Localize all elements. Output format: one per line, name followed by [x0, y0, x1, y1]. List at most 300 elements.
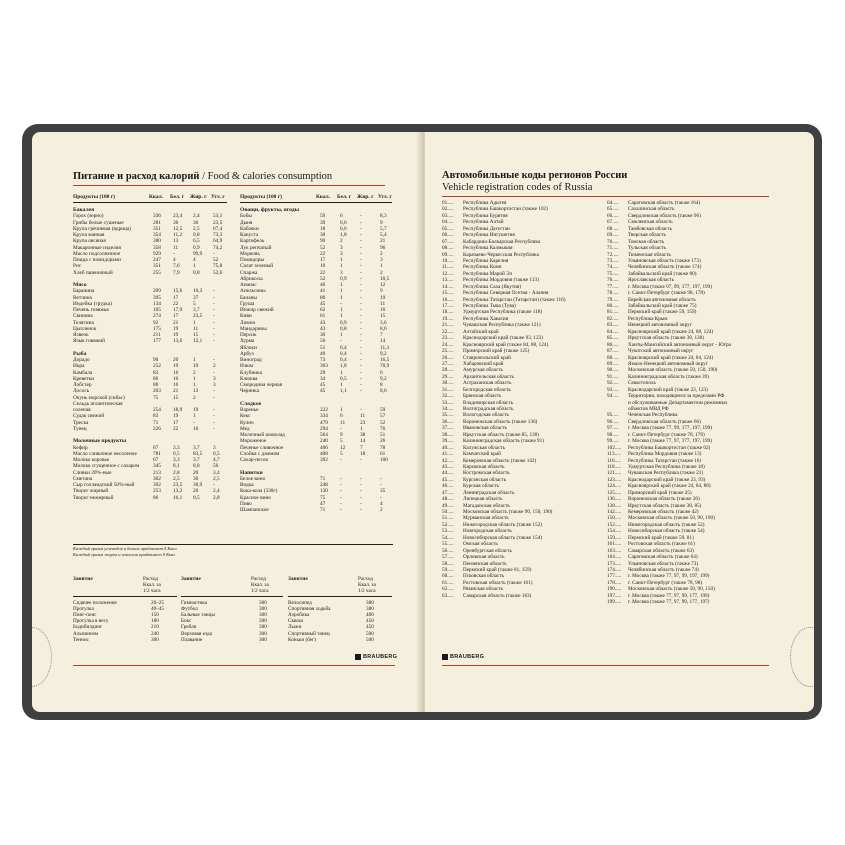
region-name: Приморский край (также 25) [628, 489, 692, 496]
activity-header-name: Занятие [288, 576, 308, 582]
region-code: 81..... [607, 309, 619, 316]
region-name: Волгоградская область [463, 406, 514, 412]
food-fat: - [360, 319, 362, 326]
food-carbs: 1 [380, 263, 383, 270]
food-fat: - [360, 369, 362, 376]
food-name: Лимон [240, 319, 256, 326]
region-name: Саратовская область (также 164) [628, 200, 701, 206]
food-kcal: 51 [320, 344, 326, 351]
food-carbs: 4 [380, 500, 383, 507]
region-name: Территории, находящиеся за пределами РФ [628, 393, 725, 400]
region-code: 90..... [607, 367, 619, 374]
food-carbs: 96 [380, 244, 386, 251]
food-fat: 20 [193, 488, 199, 495]
food-protein: 0,9 [340, 319, 347, 326]
activity-name: Гимнастика [181, 599, 208, 606]
region-code: 123..... [607, 476, 622, 483]
region-code: 48..... [442, 496, 454, 503]
region-code: 62..... [442, 586, 454, 593]
region-name: Республика Татарстан (также 16) [628, 457, 702, 464]
activity-name: Футбол [181, 605, 198, 612]
region-code: 22..... [442, 328, 454, 335]
food-kcal: 175 [153, 325, 161, 332]
region-code: 01..... [442, 200, 454, 206]
food-protein: - [340, 500, 342, 507]
brauberg-logo [442, 654, 484, 660]
food-fat: 12,1 [193, 338, 203, 345]
region-code: 164..... [607, 554, 622, 561]
food-kcal: 177 [153, 338, 161, 345]
region-name: Пензенская область [463, 560, 507, 567]
region-name: Новосибирская область (также 154) [463, 534, 543, 541]
food-carbs: 15 [380, 313, 386, 320]
region-name: Московская область (также 50, 90, 190) [628, 515, 715, 522]
region-code: 67..... [607, 219, 619, 226]
food-fat: - [360, 507, 362, 513]
region-code: 16..... [442, 296, 454, 303]
activity-name: Верховая езда [181, 630, 212, 637]
region-code: 118..... [607, 463, 622, 470]
food-fat: - [360, 363, 362, 370]
food-protein: 13,6 [173, 338, 183, 345]
food-protein: 1 [340, 382, 343, 388]
region-name: Московская область (также 50, 90, 150) [628, 586, 715, 593]
region-code: 70..... [607, 238, 619, 245]
food-carbs: - [213, 338, 215, 345]
food-name: Макаронные изделия [73, 244, 121, 251]
food-protein: 7,6 [173, 263, 180, 270]
food-carbs: 64,9 [213, 238, 223, 245]
region-name: Республика Северная Осетия - Алания [463, 290, 549, 297]
food-fat: - [193, 419, 195, 426]
food-fat: 3,7 [193, 307, 200, 313]
food-protein: 36 [173, 219, 179, 226]
region-code: 161..... [607, 541, 622, 548]
food-kcal: 18 [320, 225, 326, 232]
region-name: Челябинская область (также 174) [628, 264, 702, 271]
region-code: 17..... [442, 303, 454, 309]
food-protein: 19 [173, 363, 179, 370]
region-name: Магаданская область [463, 502, 510, 509]
food-fat: 15 [193, 332, 199, 338]
food-name: Арбуз [240, 350, 254, 357]
header-product: Продукты (100 г) [73, 194, 115, 200]
food-carbs: 3,4 [213, 469, 220, 476]
activity-name: Спортивный танец [288, 630, 330, 637]
region-code: 121..... [607, 470, 622, 477]
calories-title [73, 171, 332, 182]
food-carbs: - [213, 419, 215, 426]
food-carbs: 75,8 [213, 263, 223, 270]
food-carbs: - [213, 300, 215, 307]
food-name: Тунец [73, 425, 87, 432]
food-fat: - [360, 407, 362, 413]
food-protein: 1 [340, 294, 343, 301]
food-kcal: 71 [320, 507, 326, 513]
food-kcal: 303 [320, 363, 328, 370]
region-code: 97..... [607, 425, 619, 432]
region-name: Оренбургская область [463, 547, 512, 554]
header-fat: Жир. г [190, 194, 207, 200]
region-code: 49..... [442, 502, 454, 509]
food-carbs: 2 [380, 507, 383, 513]
food-kcal: 17 [320, 257, 326, 263]
region-name: г. Москва (также 97, 99, 177, 197, 199) [628, 283, 712, 290]
region-name: Владимирская область [463, 399, 514, 406]
food-name: Икра [73, 363, 85, 370]
food-name: Лосось [73, 388, 90, 395]
food-name: Дыня [240, 219, 253, 226]
region-name: Новгородская область [463, 528, 512, 535]
region-code: 28..... [442, 367, 454, 374]
region-name: Омская область [463, 541, 498, 548]
food-kcal: 46 [320, 282, 326, 288]
food-carbs: 78 [380, 444, 386, 451]
food-carbs: - [213, 425, 215, 432]
food-name: Сыр голландский 50%-ный [73, 482, 135, 488]
calories-title-ru: Питание и расход калорий [73, 171, 200, 182]
activity-table-2 [181, 576, 283, 643]
food-carbs: - [380, 475, 382, 482]
food-protein: 17,9 [173, 307, 183, 313]
food-kcal: 406 [320, 444, 328, 451]
food-name: Камбала [73, 369, 93, 376]
food-name: Клюква [240, 375, 258, 382]
food-carbs: 11 [380, 300, 386, 307]
food-protein: 1 [340, 407, 343, 413]
region-name: Тверская область [628, 232, 666, 239]
food-name: Сметана [73, 475, 93, 482]
food-fat: - [360, 382, 362, 388]
region-code: 87..... [607, 348, 619, 355]
region-code: 142..... [607, 509, 622, 515]
region-row [442, 593, 602, 599]
food-carbs: 52,6 [213, 269, 223, 276]
food-protein: 15 [173, 394, 179, 401]
food-kcal: 52 [320, 275, 326, 282]
region-code: 42..... [442, 457, 454, 464]
food-kcal: 247 [153, 257, 161, 263]
food-name: Персик [240, 332, 257, 338]
region-name: г. Санкт-Петербург (также 98, 178) [628, 290, 705, 297]
food-fat: - [360, 325, 362, 332]
activity-name: Альпинизм [73, 630, 99, 637]
region-name: Ульяновская область (также 173) [628, 257, 701, 264]
food-name: Треска [73, 419, 89, 426]
region-code: 53..... [442, 528, 454, 535]
region-name: г. Санкт-Петербург (также 78, 98) [628, 579, 703, 586]
food-name: Крупа манная [73, 232, 105, 238]
food-carbs: - [213, 288, 215, 295]
region-code: 10..... [442, 257, 454, 264]
food-kcal: 479 [320, 419, 328, 426]
food-kcal: 105 [153, 307, 161, 313]
food-kcal: 248 [320, 482, 328, 488]
region-code: 163..... [607, 547, 622, 554]
food-name: Баранина [73, 288, 95, 295]
food-carbs: 2 [380, 269, 383, 276]
food-protein: 2,5 [173, 475, 180, 482]
activity-kcal: 300 [151, 636, 159, 643]
region-code: 85..... [607, 335, 619, 342]
food-kcal: 10 [320, 263, 326, 270]
activity-kcal: 300 [259, 611, 267, 618]
region-code: 72..... [607, 251, 619, 258]
food-carbs: 7 [380, 332, 383, 338]
region-name: Костромская область [463, 470, 510, 477]
region-name: Ярославская область [628, 277, 675, 284]
region-name: Липецкая область [463, 496, 503, 503]
food-table-header-1 [73, 194, 223, 200]
region-name: объектов МВД РФ [628, 406, 669, 412]
food-kcal: 351 [153, 225, 161, 232]
food-protein: - [340, 338, 342, 345]
food-protein: 22 [173, 425, 179, 432]
food-kcal: 90 [320, 238, 326, 245]
food-fat: 1 [193, 357, 196, 363]
region-code: 12..... [442, 270, 454, 277]
food-name: Кекс [240, 413, 251, 420]
food-name: Хлеб пшеничный [73, 269, 113, 276]
food-name: Ананас [240, 282, 257, 288]
region-code: 45..... [442, 476, 454, 483]
activity-header-rule [181, 596, 283, 597]
food-carbs: 5,7 [380, 225, 387, 232]
region-code: 44..... [442, 470, 454, 477]
region-code: 56..... [442, 547, 454, 554]
region-name: Республика Тыва (Тува) [463, 303, 516, 309]
activity-name: Лыжи [288, 624, 302, 631]
region-code: 102..... [607, 444, 622, 451]
food-fat: - [360, 213, 362, 220]
food-name: Слойка с джемом [240, 450, 280, 457]
food-carbs: 16 [380, 307, 386, 313]
food-carbs: 56 [213, 463, 219, 470]
food-carbs: 26 [380, 438, 386, 445]
region-name: Чукотский автономный округ [628, 348, 694, 355]
food-name: Пиво [240, 500, 252, 507]
food-protein: 1,8 [340, 363, 347, 370]
food-fat: - [360, 244, 362, 251]
region-name: Чеченская Республика [628, 412, 678, 419]
food-carbs: - [213, 325, 215, 332]
food-protein: 23,4 [173, 213, 183, 220]
header-carbs: Угл. г [211, 194, 225, 200]
food-kcal: 334 [320, 413, 328, 420]
activity-name: Бальные танцы [181, 611, 215, 618]
brauberg-logo-icon [355, 654, 361, 660]
region-name: Московская область (также 90, 150, 190) [463, 509, 553, 515]
food-kcal: 345 [153, 463, 161, 470]
region-code: 79..... [607, 296, 619, 303]
right-page [425, 132, 814, 712]
food-fat: 11 [360, 413, 366, 420]
food-carbs: 59 [380, 407, 386, 413]
food-name: Окунь морской (сибас) [73, 394, 125, 401]
region-name: Воронежская область (также 136) [463, 418, 538, 425]
region-code: 68..... [607, 225, 619, 232]
food-name: Капуста [240, 232, 259, 238]
food-fat: - [360, 357, 362, 363]
food-kcal: 294 [320, 425, 328, 432]
food-name: Яблоки [240, 344, 257, 351]
region-name: Ненецкий автономный округ [628, 322, 692, 329]
region-code: 51..... [442, 515, 454, 522]
food-fat: 19 [193, 407, 199, 413]
food-carbs: 3 [213, 382, 216, 388]
food-protein: 9 [340, 432, 343, 438]
activity-name: Бодибилдинг [73, 624, 103, 631]
food-name: Мороженое [240, 438, 267, 445]
calories-title-en: / Food & calories consumption [199, 171, 333, 182]
food-protein: 1 [340, 307, 343, 313]
food-name: Молочный шоколад [240, 432, 285, 438]
region-name: Республика Саха (Якутия) [463, 283, 522, 290]
food-kcal: 47 [320, 500, 326, 507]
food-kcal: 75 [153, 394, 159, 401]
region-code: 91..... [607, 373, 619, 380]
region-name: Тюменская область [628, 251, 671, 258]
food-kcal: 45 [320, 388, 326, 395]
food-protein: 5 [340, 438, 343, 445]
activity-table-3 [288, 576, 392, 643]
food-protein: 2 [340, 238, 343, 245]
region-row [607, 599, 777, 605]
region-code: 77..... [607, 283, 619, 290]
food-fat: 1 [193, 263, 196, 270]
region-name: Иркутская область (также 85, 138) [463, 431, 539, 438]
food-name: Хурма [240, 338, 255, 345]
left-page-corner-dots [32, 627, 52, 687]
food-protein: 11,2 [173, 232, 183, 238]
region-name: Республика Марий Эл [463, 270, 513, 277]
food-carbs: - [213, 250, 215, 257]
region-code: 54..... [442, 534, 454, 541]
region-name: Кемеровская область (также 42) [628, 509, 699, 515]
food-section-title: Мясо [73, 282, 87, 288]
food-fat: - [360, 225, 362, 232]
region-code: 27..... [442, 360, 454, 367]
activity-header-row [288, 588, 392, 594]
food-carbs: - [213, 313, 215, 320]
region-code: 89..... [607, 360, 619, 367]
region-code: 36..... [442, 418, 454, 425]
food-fat: 19 [193, 363, 199, 370]
region-name: Самарская область (также 163) [463, 592, 532, 599]
food-protein: 11 [340, 419, 346, 426]
region-code: 159..... [607, 534, 622, 541]
food-name: Цыпленок [73, 325, 97, 332]
food-name: соленая [73, 407, 91, 413]
region-name: Ростовская область (также 61) [628, 541, 695, 548]
food-carbs: 19 [380, 294, 386, 301]
food-name: Шампанское [240, 507, 269, 513]
food-protein: 19 [173, 332, 179, 338]
food-name: Кабачки [240, 225, 259, 232]
regions-title [442, 170, 627, 181]
food-name: Салат зеленый [240, 263, 274, 270]
region-name: Приморский край (также 125) [463, 348, 530, 355]
region-name: Томская область [628, 238, 665, 245]
region-name: Орловская область [463, 554, 505, 561]
activity-kcal: 500 [366, 636, 374, 643]
food-protein: - [340, 475, 342, 482]
region-code: 39..... [442, 438, 454, 445]
region-code: 35..... [442, 412, 454, 419]
region-code: 73..... [607, 257, 619, 264]
region-code: 69..... [607, 232, 619, 239]
region-code: 174..... [607, 566, 622, 573]
food-name: Грибы белые сушеные [73, 219, 124, 226]
region-code: 190..... [607, 586, 622, 593]
food-name: Пицца с помидорами [73, 257, 121, 263]
food-section-title: Бакалея [73, 207, 95, 213]
food-name: Кока-кола (330г) [240, 488, 278, 495]
region-code: 75..... [607, 270, 619, 277]
region-code: 84..... [607, 328, 619, 335]
food-fat: 6,5 [193, 238, 200, 245]
food-protein: 17 [173, 294, 179, 301]
food-protein: 21 [173, 319, 179, 326]
activity-kcal: 300 [259, 630, 267, 637]
food-fat: - [360, 238, 362, 245]
food-fat: 23,5 [193, 313, 203, 320]
activity-kcal: 300 [259, 624, 267, 631]
food-kcal: 408 [320, 450, 328, 457]
region-name: Курганская область [463, 476, 507, 483]
region-name: Саратовская область (также 64) [628, 554, 698, 561]
food-carbs: 3 [213, 444, 216, 451]
region-name: Удмуртская Республика (также 18) [628, 463, 705, 470]
header-product: Продукты (100 г) [240, 194, 282, 200]
food-fat: 37 [193, 294, 199, 301]
region-name: и обслуживаемые Департаментом режимных [628, 399, 728, 406]
region-code: 92..... [607, 380, 619, 387]
food-kcal: 67 [153, 457, 159, 463]
region-name: Республика Хакасия [463, 315, 509, 322]
food-kcal: 90 [153, 357, 159, 363]
food-kcal: 380 [153, 238, 161, 245]
region-name: Ставропольский край [463, 354, 511, 361]
food-fat: - [360, 494, 362, 501]
food-fat: 16 [193, 425, 199, 432]
food-protein: 8,1 [173, 463, 180, 470]
food-fat: 4 [193, 257, 196, 263]
food-fat: 1 [193, 319, 196, 326]
food-fat: 20 [193, 469, 199, 476]
food-kcal: 130 [320, 488, 328, 495]
region-name: Чувашская Республика (также 121) [463, 322, 541, 329]
food-carbs: 8,6 [380, 388, 387, 395]
region-code: 03..... [442, 212, 454, 219]
region-name: Архангельская область [463, 373, 514, 380]
food-carbs: - [213, 294, 215, 301]
region-code: 57..... [442, 554, 454, 561]
food-carbs: 74,2 [213, 244, 223, 251]
activity-name: Сидячее положение [73, 599, 117, 606]
region-code: 31..... [442, 386, 454, 393]
region-name: Вологодская область [463, 412, 509, 419]
food-name: Масло подсолнечное [73, 250, 121, 257]
region-name: Еврейская автономная область [628, 296, 696, 303]
region-name: Нижегородская область (также 52) [628, 521, 705, 528]
region-name: Чувашская Республика (также 21) [628, 470, 704, 477]
food-section-title: Напитки [240, 469, 263, 476]
food-protein: 3,3 [173, 444, 180, 451]
region-code: 38..... [442, 431, 454, 438]
food-protein: 0,5 [340, 375, 347, 382]
food-protein: 0,4 [340, 350, 347, 357]
